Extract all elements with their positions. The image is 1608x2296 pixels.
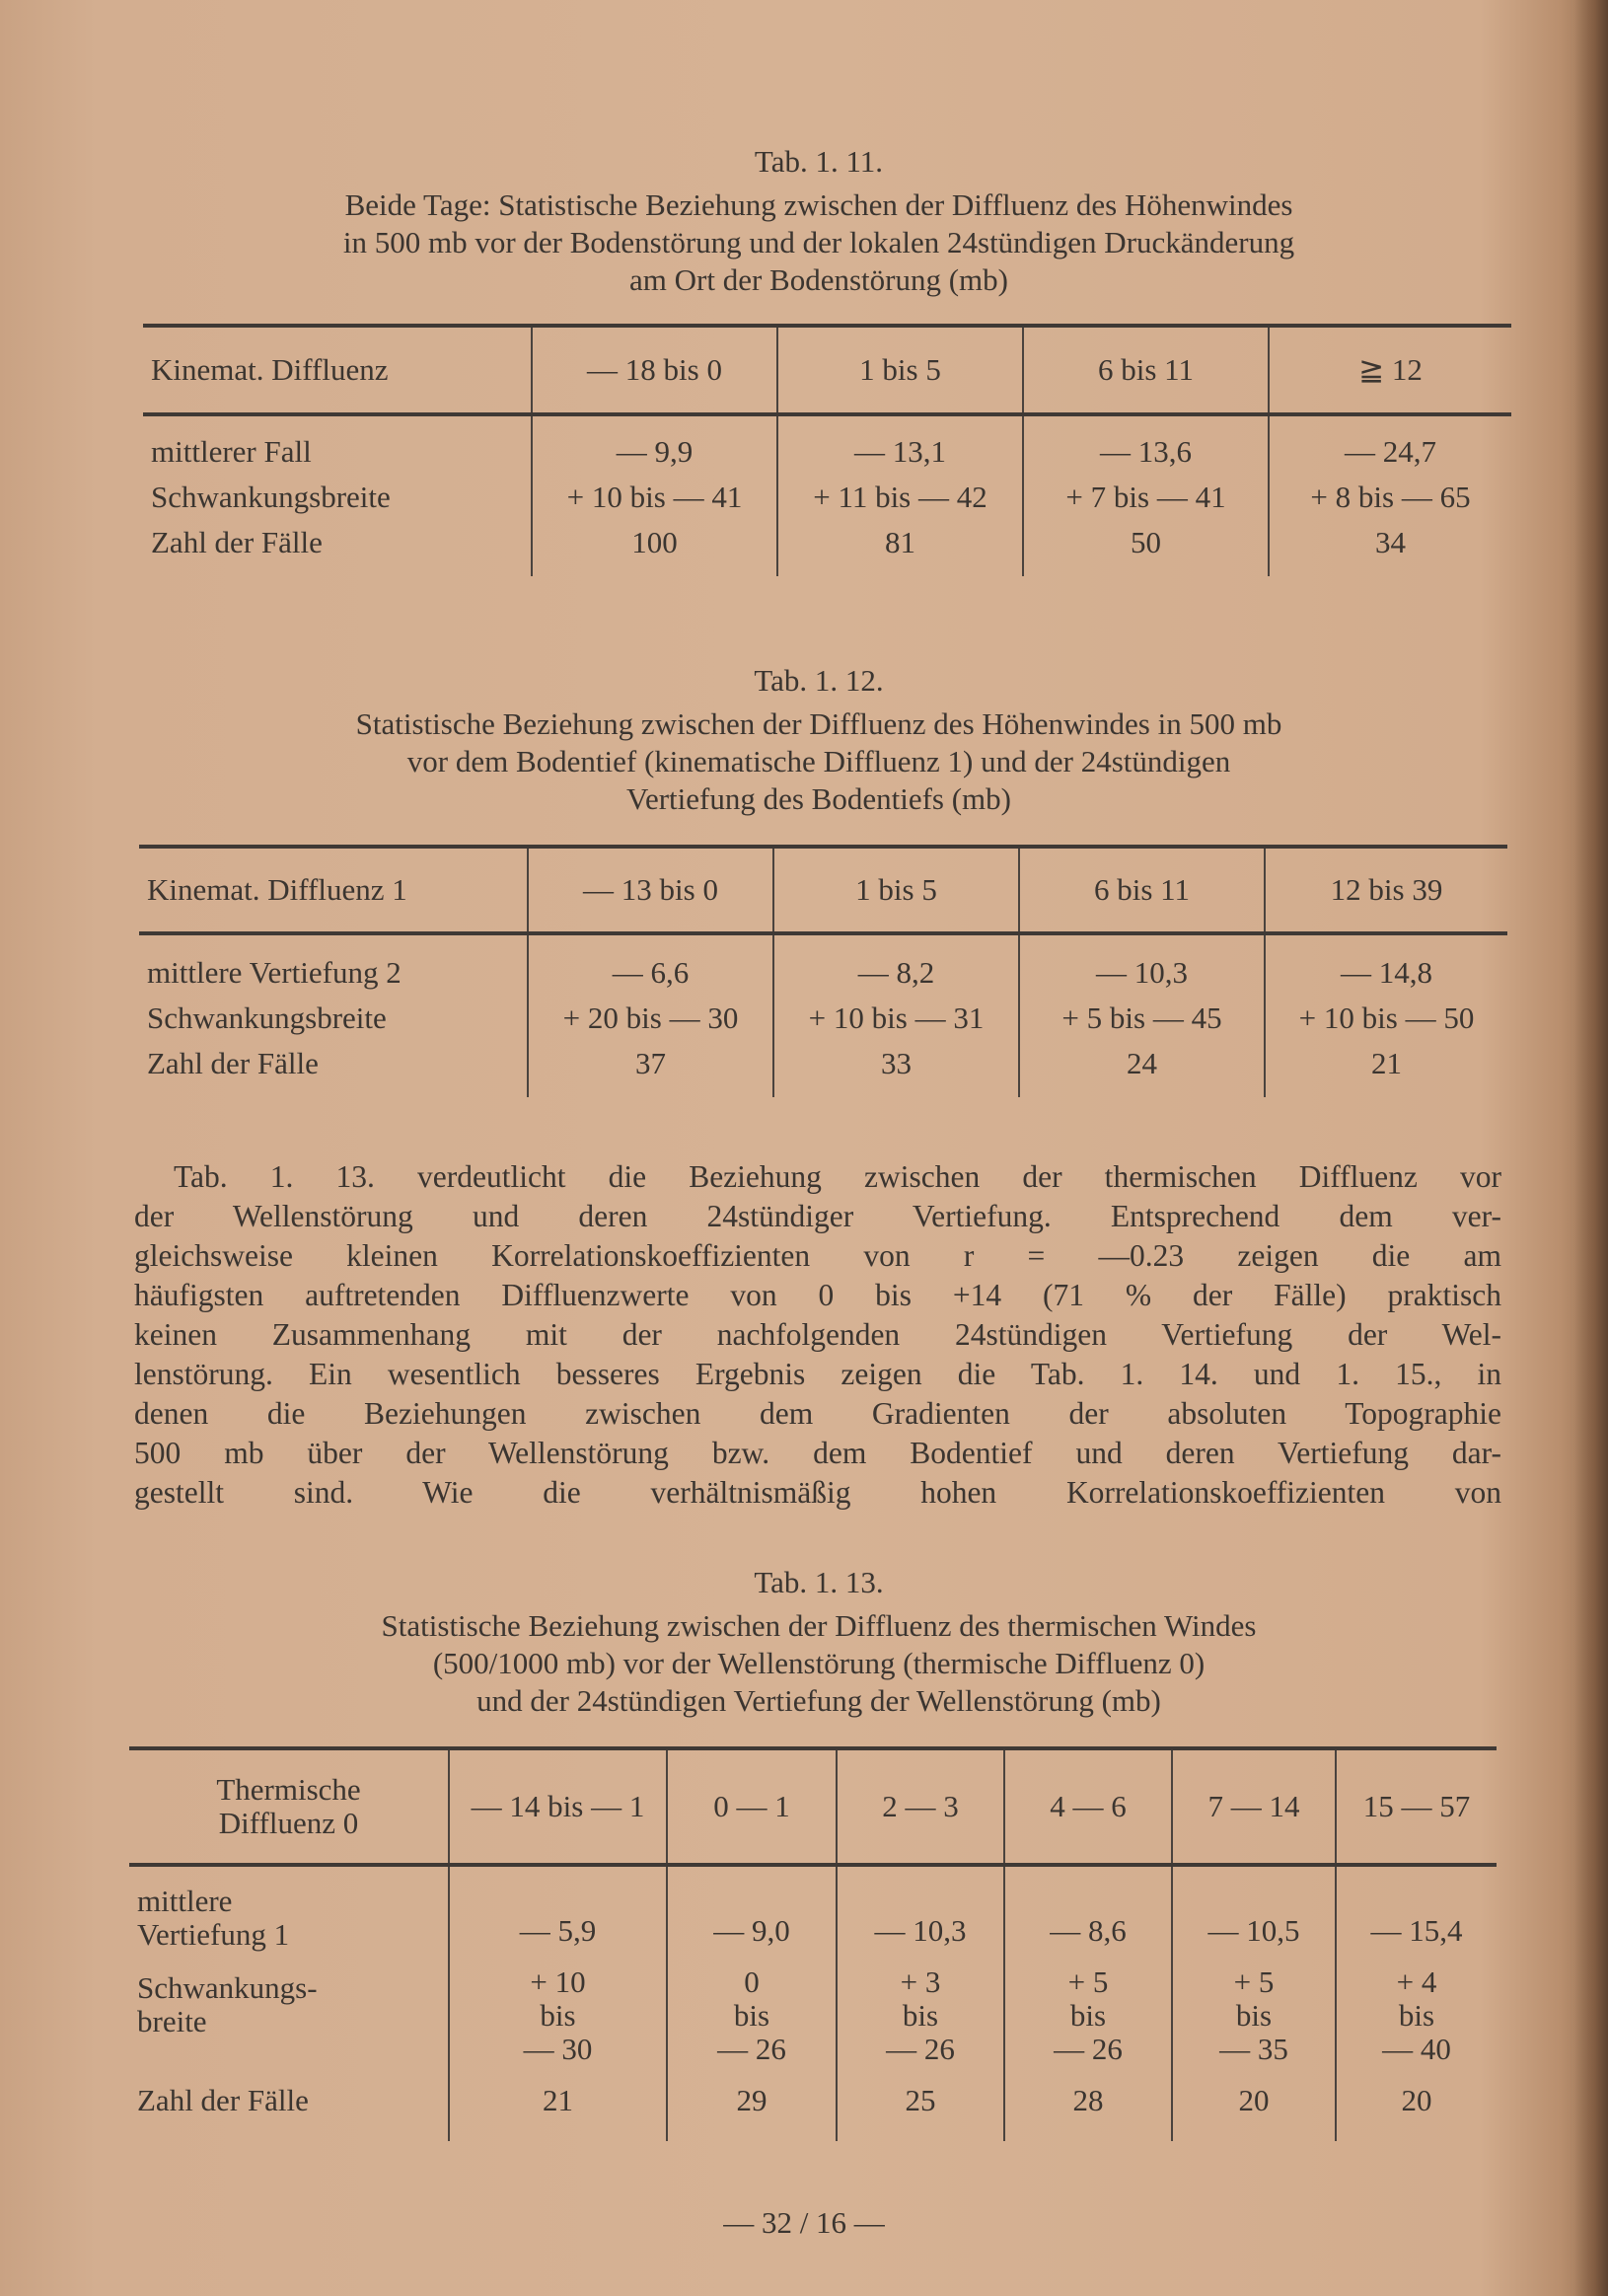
table-cell: 100 <box>532 523 777 576</box>
header-cell: Kinemat. Diffluenz <box>143 326 532 414</box>
table-1-13 <box>129 1746 1497 2141</box>
caption-line: und der 24stündigen Vertiefung der Wellenstörung (mb) <box>476 1683 1161 1718</box>
range-bis: bis <box>1398 1998 1435 2033</box>
paragraph-line: keinen Zusammenhang mit der nachfolgenden 24stündigen Vertiefung der Wel- <box>134 1317 1501 1352</box>
range-to: — 40 <box>1382 2032 1451 2066</box>
row-label: Schwankungsbreite <box>147 1000 387 1035</box>
header-label-line: Thermische <box>216 1772 361 1807</box>
table-row <box>139 1044 1507 1097</box>
paragraph-line: häufigsten auftretenden Diffluenzwerte von 0 bis +14 (71 % der Fälle) praktisch <box>134 1278 1501 1312</box>
range-bis: bis <box>1069 1998 1107 2033</box>
header-cell: 1 bis 5 <box>777 326 1023 414</box>
table-cell: — 5,9 <box>449 1865 667 1960</box>
table-row <box>143 472 1511 523</box>
range-to: — 26 <box>886 2032 955 2066</box>
table-cell: 34 <box>1269 523 1511 576</box>
table-cell <box>1172 1960 1336 2072</box>
table-1-13-caption <box>148 1564 1490 1720</box>
header-cell: 6 bis 11 <box>1023 326 1269 414</box>
table-row <box>139 933 1507 993</box>
caption-line: Statistische Beziehung zwischen der Diffluenz des Höhenwindes in 500 mb <box>355 706 1282 741</box>
table-cell <box>667 1960 837 2072</box>
table-cell: 24 <box>1019 1044 1265 1097</box>
caption-line: Statistische Beziehung zwischen der Diffluenz des thermischen Windes <box>381 1608 1257 1643</box>
table-1-11 <box>143 324 1511 576</box>
table-cell: — 13,6 <box>1023 414 1269 472</box>
table-cell <box>1004 1960 1172 2072</box>
table-1-12 <box>139 845 1507 1097</box>
table-cell: — 13,1 <box>777 414 1023 472</box>
range-from: + 3 <box>900 1964 941 1999</box>
range-to: — 26 <box>1054 2032 1123 2066</box>
header-cell: Kinemat. Diffluenz 1 <box>139 847 528 933</box>
range-to: — 26 <box>717 2032 786 2066</box>
range-from: 0 <box>744 1964 760 1999</box>
header-cell: 0 — 1 <box>667 1748 837 1865</box>
table-header-row <box>143 326 1511 414</box>
row-label: Zahl der Fälle <box>147 1046 319 1080</box>
table-number: Tab. 1. 13. <box>754 1565 884 1599</box>
table-cell: — 24,7 <box>1269 414 1511 472</box>
range-from: + 5 <box>1233 1964 1275 1999</box>
paragraph-line: denen die Beziehungen zwischen dem Gradienten der absoluten Topographie <box>134 1396 1501 1431</box>
header-cell: 2 — 3 <box>837 1748 1004 1865</box>
range-from: + 4 <box>1396 1964 1437 1999</box>
book-spine-shadow <box>1574 0 1608 2296</box>
table-header-row <box>129 1748 1497 1865</box>
table-cell: + 10 bis — 50 <box>1265 993 1507 1044</box>
table-cell: 20 <box>1172 2072 1336 2141</box>
range-to: — 35 <box>1219 2032 1288 2066</box>
header-cell: 1 bis 5 <box>773 847 1019 933</box>
table-cell: + 8 bis — 65 <box>1269 472 1511 523</box>
caption-line: Beide Tage: Statistische Beziehung zwischen der Diffluenz des Höhenwindes <box>344 187 1293 222</box>
table-cell <box>837 1960 1004 2072</box>
caption-line: am Ort der Bodenstörung (mb) <box>629 262 1008 297</box>
table-cell: + 5 bis — 45 <box>1019 993 1265 1044</box>
row-label: Zahl der Fälle <box>137 2083 309 2117</box>
table-row <box>139 993 1507 1044</box>
row-label-line: breite <box>137 2004 207 2038</box>
header-cell: ≧ 12 <box>1269 326 1511 414</box>
table-cell <box>1336 1960 1497 2072</box>
paragraph-line: gleichsweise kleinen Korrelationskoeffizienten von r = —0.23 zeigen die am <box>134 1238 1501 1273</box>
header-cell: — 14 bis — 1 <box>449 1748 667 1865</box>
header-cell: — 18 bis 0 <box>532 326 777 414</box>
row-label-line: mittlere <box>137 1884 233 1918</box>
table-number: Tab. 1. 12. <box>754 663 884 698</box>
table-cell: 33 <box>773 1044 1019 1097</box>
caption-line: vor dem Bodentief (kinematische Diffluenz 1) und der 24stündigen <box>406 744 1231 778</box>
paragraph-line: lenstörung. Ein wesentlich besseres Ergebnis zeigen die Tab. 1. 14. und 1. 15., in <box>134 1357 1501 1391</box>
body-paragraph <box>134 1157 1501 1513</box>
range-from: + 5 <box>1067 1964 1109 1999</box>
table-cell <box>449 1960 667 2072</box>
table-1-11-caption <box>148 143 1490 299</box>
table-cell: — 8,2 <box>773 933 1019 993</box>
paragraph-line: der Wellenstörung und deren 24stündiger Vertiefung. Entsprechend dem ver- <box>134 1199 1501 1233</box>
row-label <box>129 1960 449 2072</box>
range-bis: bis <box>1235 1998 1273 2033</box>
row-label: mittlere Vertiefung 2 <box>147 955 402 990</box>
paragraph-line: gestellt sind. Wie die verhältnismäßig hohen Korrelationskoeffizienten von <box>134 1475 1501 1510</box>
table-cell: + 11 bis — 42 <box>777 472 1023 523</box>
table-cell: — 15,4 <box>1336 1865 1497 1960</box>
header-cell: — 13 bis 0 <box>528 847 773 933</box>
table-cell: 28 <box>1004 2072 1172 2141</box>
header-cell: 7 — 14 <box>1172 1748 1336 1865</box>
table-cell: — 14,8 <box>1265 933 1507 993</box>
row-label: Schwankungsbreite <box>151 480 391 514</box>
table-cell: 50 <box>1023 523 1269 576</box>
table-row <box>129 1960 1497 2072</box>
range-bis: bis <box>733 1998 770 2033</box>
range-bis: bis <box>540 1998 576 2033</box>
table-cell: 25 <box>837 2072 1004 2141</box>
table-cell: + 10 bis — 41 <box>532 472 777 523</box>
page-number: — 32 / 16 — <box>723 2205 885 2240</box>
table-cell: 37 <box>528 1044 773 1097</box>
table-cell: — 10,3 <box>837 1865 1004 1960</box>
table-cell: — 9,0 <box>667 1865 837 1960</box>
caption-line: in 500 mb vor der Bodenstörung und der lokalen 24stündigen Druckänderung <box>342 225 1295 259</box>
row-label: Zahl der Fälle <box>151 525 323 559</box>
range-from: + 10 <box>530 1964 586 1999</box>
header-cell: 12 bis 39 <box>1265 847 1507 933</box>
table-cell: + 7 bis — 41 <box>1023 472 1269 523</box>
table-row <box>143 414 1511 472</box>
table-1-12-caption <box>148 662 1490 818</box>
row-label-line: Schwankungs- <box>137 1970 318 2005</box>
table-number: Tab. 1. 11. <box>754 144 884 179</box>
table-cell: 29 <box>667 2072 837 2141</box>
table-cell: 21 <box>449 2072 667 2141</box>
caption-line: (500/1000 mb) vor der Wellenstörung (thermische Diffluenz 0) <box>432 1646 1206 1680</box>
table-cell: 21 <box>1265 1044 1507 1097</box>
table-cell: + 10 bis — 31 <box>773 993 1019 1044</box>
header-cell: 15 — 57 <box>1336 1748 1497 1865</box>
row-label <box>129 1865 449 1960</box>
table-cell: — 8,6 <box>1004 1865 1172 1960</box>
table-row <box>129 2072 1497 2141</box>
table-cell: 81 <box>777 523 1023 576</box>
table-row <box>143 523 1511 576</box>
table-cell: 20 <box>1336 2072 1497 2141</box>
table-cell: — 10,5 <box>1172 1865 1336 1960</box>
caption-line: Vertiefung des Bodentiefs (mb) <box>626 781 1011 816</box>
table-cell: — 6,6 <box>528 933 773 993</box>
table-row <box>129 1865 1497 1960</box>
table-cell: — 10,3 <box>1019 933 1265 993</box>
header-label-line: Diffluenz 0 <box>218 1806 359 1840</box>
range-to: — 30 <box>523 2032 593 2066</box>
header-label <box>129 1748 449 1865</box>
table-cell: — 9,9 <box>532 414 777 472</box>
header-cell: 4 — 6 <box>1004 1748 1172 1865</box>
table-cell: + 20 bis — 30 <box>528 993 773 1044</box>
header-cell: 6 bis 11 <box>1019 847 1265 933</box>
paragraph-line: Tab. 1. 13. verdeutlicht die Beziehung zwischen der thermischen Diffluenz vor <box>174 1159 1501 1194</box>
table-header-row <box>139 847 1507 933</box>
paragraph-line: 500 mb über der Wellenstörung bzw. dem Bodentief und deren Vertiefung dar- <box>134 1436 1501 1470</box>
row-label: mittlerer Fall <box>151 434 312 469</box>
row-label-line: Vertiefung 1 <box>137 1917 290 1952</box>
range-bis: bis <box>902 1998 939 2033</box>
